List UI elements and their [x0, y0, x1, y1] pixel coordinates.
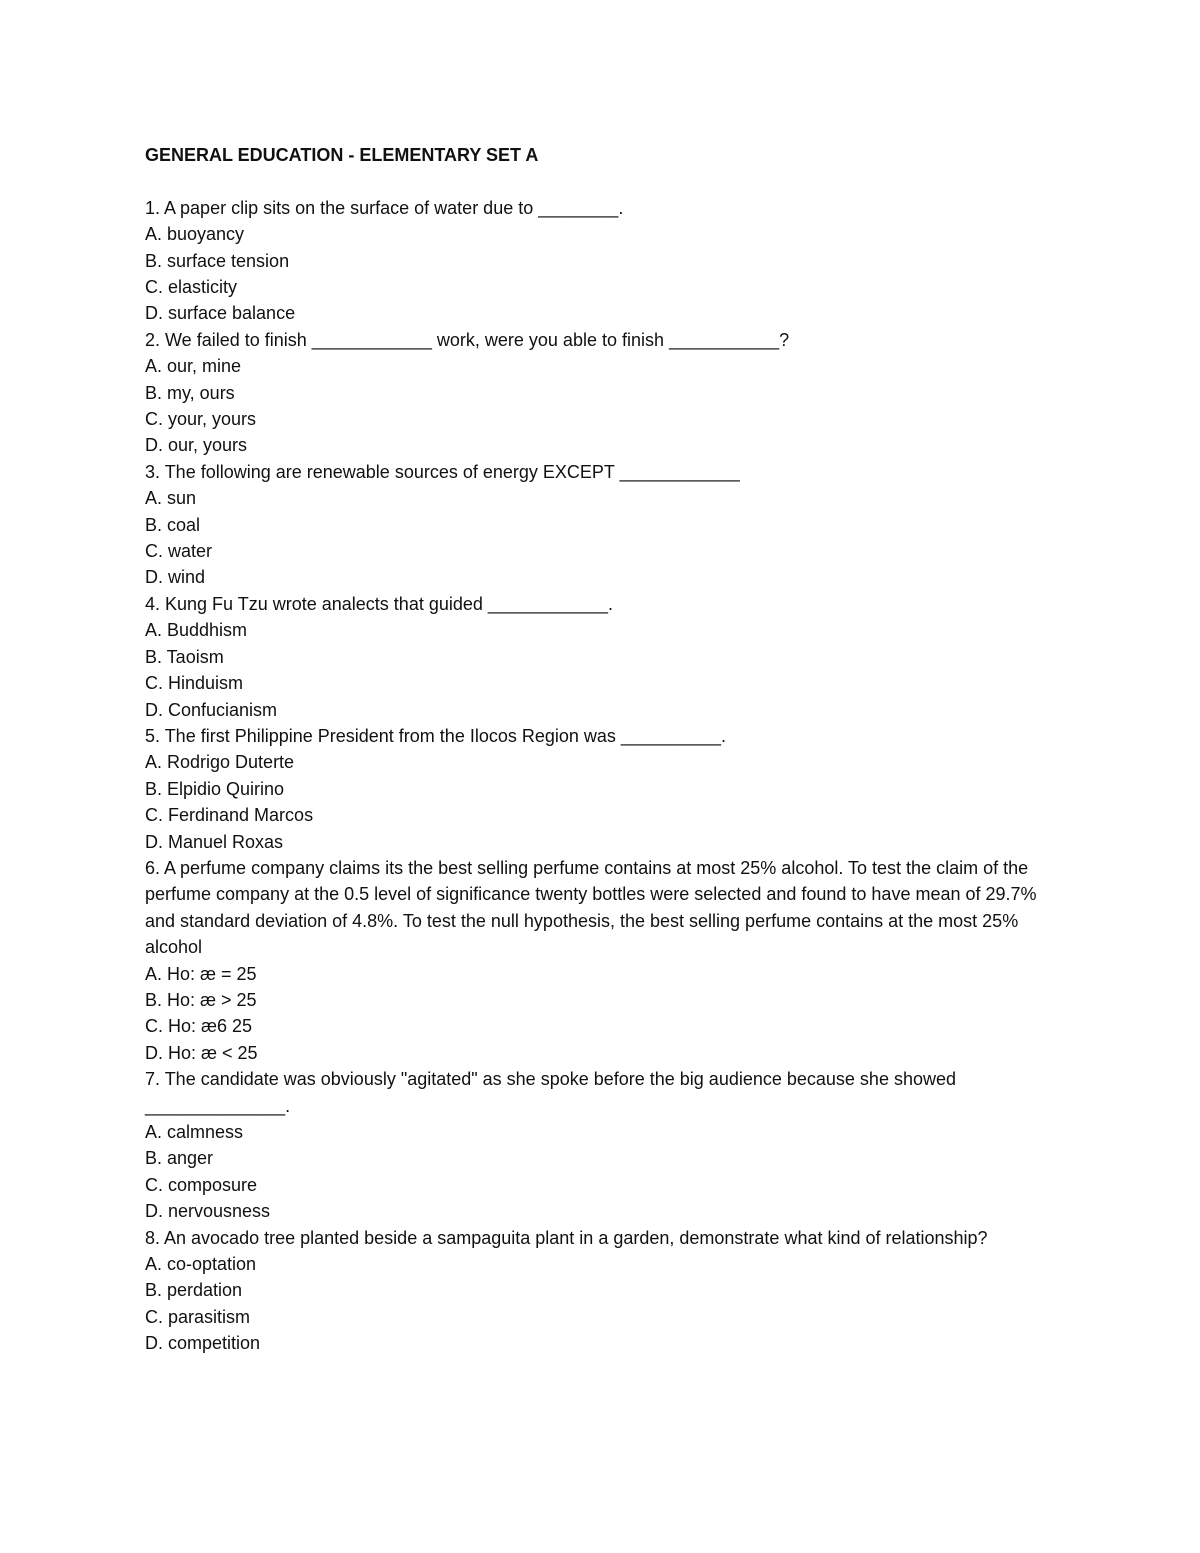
answer-option: A. our, mine — [145, 356, 242, 377]
answer-option: C. elasticity — [145, 277, 238, 298]
answer-option: A. buoyancy — [145, 224, 245, 245]
answer-option: C. Ho: æ6 25 — [145, 1016, 253, 1037]
question-8 — [145, 1225, 1065, 1357]
answer-option: B. perdation — [145, 1280, 243, 1301]
answer-option: B. coal — [145, 514, 201, 535]
answer-option: D. our, yours — [145, 435, 248, 456]
question-7 — [145, 1066, 1065, 1224]
answer-option: A. Buddhism — [145, 620, 248, 641]
answer-option: B. Ho: æ > 25 — [145, 989, 257, 1010]
question-text: 4. Kung Fu Tzu wrote analects that guided ____________. — [145, 593, 614, 614]
question-6 — [145, 855, 1065, 1066]
question-5 — [145, 723, 1065, 855]
answer-option: C. Ferdinand Marcos — [145, 805, 314, 826]
question-text: 7. The candidate was obviously "agitated" as she spoke before the big audience because she showed ______________. — [145, 1069, 956, 1116]
answer-option: A. Ho: æ = 25 — [145, 963, 257, 984]
question-text: 1. A paper clip sits on the surface of water due to ________. — [145, 197, 624, 218]
question-text: 8. An avocado tree planted beside a sampaguita plant in a garden, demonstrate what kind of relationship? — [145, 1227, 988, 1248]
answer-option: C. composure — [145, 1174, 258, 1195]
question-text: 6. A perfume company claims its the best selling perfume contains at most 25% alcohol. To test the claim of the perfume company at the 0.5 level of significance twenty bottles were selected and found to have mean of 29.7% and standard deviation of 4.8%. To test the null hypothesis, the best selling perfume contains at the most 25% alcohol — [145, 857, 1037, 958]
question-1 — [145, 195, 1065, 327]
question-text: 2. We failed to finish ____________ work, were you able to finish ___________? — [145, 329, 790, 350]
answer-option: B. Taoism — [145, 646, 224, 667]
answer-option: D. surface balance — [145, 303, 296, 324]
question-4 — [145, 591, 1065, 723]
page-title: GENERAL EDUCATION - ELEMENTARY SET A — [145, 145, 539, 165]
answer-option: C. Hinduism — [145, 673, 244, 694]
answer-option: A. calmness — [145, 1122, 244, 1143]
answer-option: C. your, yours — [145, 409, 257, 430]
document-body — [145, 142, 1065, 1357]
answer-option: D. nervousness — [145, 1201, 271, 1222]
answer-option: B. Elpidio Quirino — [145, 778, 285, 799]
answer-option: D. Manuel Roxas — [145, 831, 284, 852]
answer-option: B. anger — [145, 1148, 214, 1169]
answer-option: C. water — [145, 541, 213, 562]
answer-option: D. wind — [145, 567, 206, 588]
question-text: 5. The first Philippine President from the Ilocos Region was __________. — [145, 725, 727, 746]
answer-option: D. Ho: æ < 25 — [145, 1042, 258, 1063]
question-2 — [145, 327, 1065, 459]
question-3 — [145, 459, 1065, 591]
answer-option: A. sun — [145, 488, 197, 509]
answer-option: D. Confucianism — [145, 699, 278, 720]
answer-option: B. my, ours — [145, 382, 235, 403]
question-text: 3. The following are renewable sources of energy EXCEPT ____________ — [145, 461, 740, 482]
answer-option: C. parasitism — [145, 1306, 251, 1327]
answer-option: B. surface tension — [145, 250, 290, 271]
answer-option: A. co-optation — [145, 1254, 257, 1275]
answer-option: D. competition — [145, 1333, 261, 1354]
answer-option: A. Rodrigo Duterte — [145, 752, 295, 773]
